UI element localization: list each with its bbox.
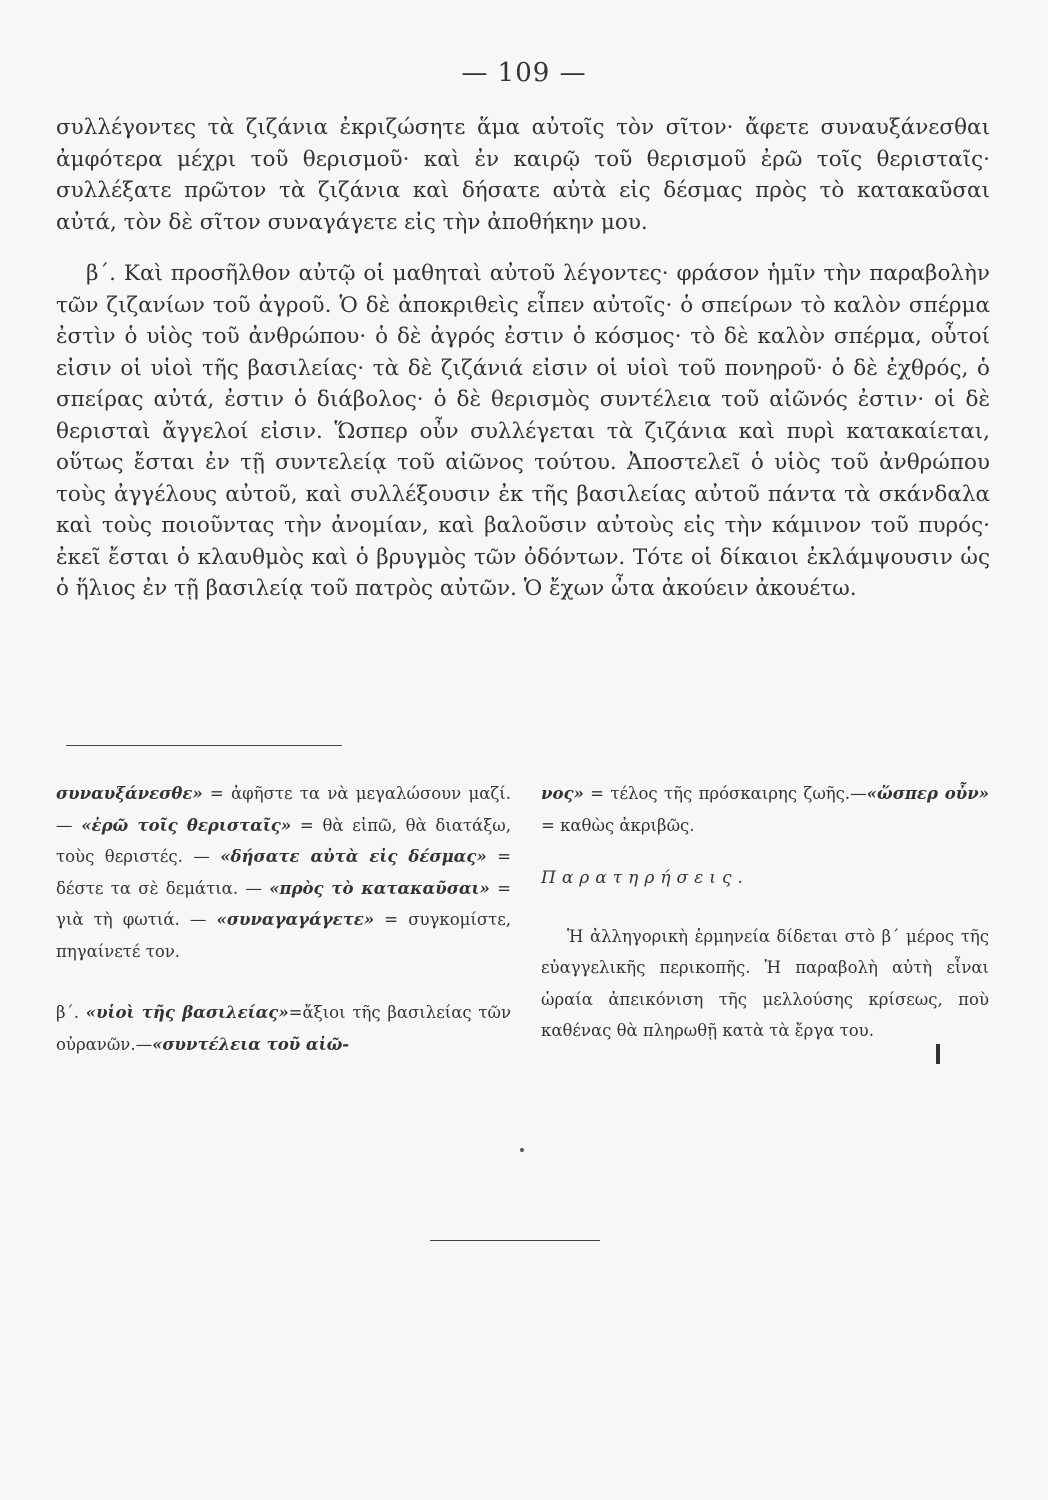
footnote-divider — [66, 745, 342, 746]
note-term: συναυξάνεσθε» — [56, 784, 203, 803]
notes-block-a — [56, 778, 511, 967]
note-prefix: β΄. — [56, 1003, 86, 1022]
note-gloss: = ἀφῆστε τα νὰ μεγαλώσουν μαζί. — — [56, 784, 511, 835]
stray-dot — [520, 1148, 524, 1152]
notes-block-b — [56, 997, 511, 1060]
main-paragraph-2: β΄. Καὶ προσῆλθον αὐτῷ οἱ μαθηταὶ αὐτοῦ λέγοντες· φράσον ἡμῖν τὴν παραβολὴν τῶν ζιζανίων τοῦ ἀγροῦ. Ὁ δὲ ἀποκριθεὶς εἶπεν αὐτοῖς· ὁ σπείρων τὸ καλὸν σπέρμα ἐστὶν ὁ υἱὸς τοῦ ἀνθρώπου· ὁ δὲ ἀγρός ἐστιν ὁ κόσμος· τὸ δὲ καλὸν σπέρμα, οὗτοί εἰσιν οἱ υἱοὶ τῆς βασιλείας· τὰ δὲ ζιζάνιά εἰσιν οἱ υἱοὶ τοῦ πονηροῦ· ὁ δὲ ἐχθρός, ὁ σπείρας αὐτά, ἐστιν ὁ διάβολος· ὁ δὲ θερισμὸς συντέλεια τοῦ αἰῶνός ἐστιν· οἱ δὲ θερισταὶ ἄγγελοί εἰσιν. Ὥσπερ οὖν συλλέγεται τὰ ζιζάνια καὶ πυρὶ κατακαίεται, οὕτως ἔσται ἐν τῇ συντελείᾳ τοῦ αἰῶνος τούτου. Ἀποστελεῖ ὁ υἱὸς τοῦ ἀνθρώπου τοὺς ἀγγέλους αὐτοῦ, καὶ συλλέξουσιν ἐκ τῆς βασιλείας αὐτοῦ πάντα τὰ σκάνδαλα καὶ τοὺς ποιοῦντας τὴν ἀνομίαν, καὶ βαλοῦσιν αὐτοὺς εἰς τὴν κάμινον τοῦ πυρός· ἐκεῖ ἔσται ὁ κλαυθμὸς καὶ ὁ βρυγμὸς τῶν ὀδόντων. Τότε οἱ δίκαιοι ἐκλάμψουσιν ὡς ὁ ἥλιος ἐν τῇ βασιλείᾳ τοῦ πατρὸς αὐτῶν. Ὁ ἔχων ὦτα ἀκούειν ἀκουέτω. — [56, 261, 990, 601]
observations-text: Ἡ ἀλληγορικὴ ἑρμηνεία δίδεται στὸ β΄ μέρος τῆς εὐαγγελικῆς περικοπῆς. Ἡ παραβολὴ αὐτὴ εἶναι ὡραία ἀπεικόνιση τῆς μελλούσης κρίσεως, ποὺ καθένας θὰ πληρωθῇ κατὰ τὰ ἔργα του. — [541, 926, 989, 1040]
note-term: «συντέλεια τοῦ αἰῶ- — [152, 1034, 350, 1054]
bottom-divider — [430, 1240, 600, 1241]
note-term: «πρὸς τὸ κατακαῦσαι» — [269, 878, 490, 898]
note-term: «δήσατε αὐτὰ εἰς δέσμας» — [220, 847, 487, 866]
note-gloss: = καθὼς ἀκριβῶς. — [541, 815, 695, 835]
note-term: νος» — [541, 784, 584, 803]
notes-block-c — [541, 778, 989, 841]
note-term: «συναγαγάγετε» — [216, 910, 375, 929]
note-term: «ἐρῶ τοῖς θερισταῖς» — [81, 815, 292, 835]
main-paragraph-1: συλλέγοντες τὰ ζιζάνια ἐκριζώσητε ἅμα αὐτοῖς τὸν σῖτον· ἄφετε συναυξάνεσθαι ἀμφότερα μέχρι τοῦ θερισμοῦ· καὶ ἐν καιρῷ τοῦ θερισμοῦ ἐρῶ τοῖς θερισταῖς· συλλέξατε πρῶτον τὰ ζιζάνια καὶ δήσατε αὐτὰ εἰς δέσμας πρὸς τὸ κατακαῦσαι αὐτά, τὸν δὲ σῖτον συναγάγετε εἰς τὴν ἀποθήκην μου. — [56, 115, 990, 235]
main-text — [56, 112, 990, 605]
note-term: «υἱοὶ τῆς βασιλείας» — [85, 1003, 289, 1022]
note-gloss: = τέλος τῆς πρόσκαιρης ζωῆς.— — [583, 784, 867, 803]
note-gloss: = θὰ εἰπῶ, θὰ διατάξω, τοὺς θεριστές. — — [56, 815, 511, 866]
note-gloss: = συγκομίστε, πηγαίνετέ τον. — [56, 910, 512, 961]
note-gloss: = δέστε τα σὲ δεμάτια. — — [56, 847, 511, 898]
margin-mark — [936, 1044, 940, 1064]
note-gloss: =ἄξιοι τῆς βασιλείας τῶν οὐρανῶν.— — [56, 1003, 511, 1054]
observations-heading: Παρατηρήσεις. — [541, 868, 749, 888]
note-gloss: = γιὰ τὴ φωτιά. — — [56, 878, 511, 929]
page-number: — 109 — — [461, 58, 587, 88]
notes-right-column — [541, 778, 989, 1047]
note-term: «ὥσπερ οὖν» — [866, 784, 989, 803]
notes-left-column — [56, 778, 511, 1060]
